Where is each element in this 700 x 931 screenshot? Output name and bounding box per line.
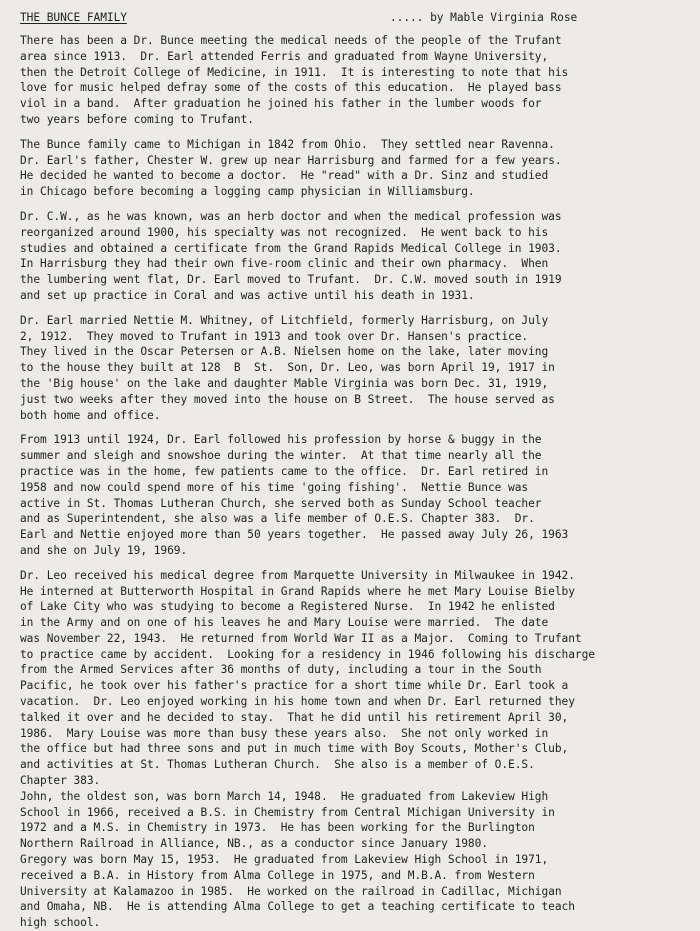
text-line: to practice came by accident. Looking for a residency in 1946 following his discharge	[20, 647, 595, 661]
text-line: practice was in the home, few patients came to the office. Dr. Earl retired in	[20, 464, 549, 478]
paragraph	[20, 313, 686, 424]
text-line: Dr. Earl's father, Chester W. grew up near Harrisburg and farmed for a few years.	[20, 153, 562, 167]
text-line: The Bunce family came to Michigan in 1842 from Ohio. They settled near Ravenna.	[20, 137, 555, 151]
document-byline: ..... by Mable Virginia Rose	[390, 11, 578, 24]
text-line: John, the oldest son, was born March 14, 1948. He graduated from Lakeview High	[20, 789, 549, 803]
text-line: talked it over and he decided to stay. That he did until his retirement April 30,	[20, 710, 569, 724]
paragraph	[20, 33, 686, 128]
paragraph	[20, 432, 686, 558]
text-line: and as Superintendent, she also was a life member of O.E.S. Chapter 383. Dr.	[20, 512, 535, 526]
text-line: Dr. C.W., as he was known, was an herb doctor and when the medical profession was	[20, 209, 562, 223]
text-line: two years before coming to Trufant.	[20, 112, 254, 126]
text-line: He decided he wanted to become a doctor. He "read" with a Dr. Sinz and studied	[20, 169, 549, 183]
text-line: Northern Railroad in Alliance, NB., as a conductor since January 1980.	[20, 837, 488, 851]
text-line: Earl and Nettie enjoyed more than 50 years together. He passed away July 26, 1963	[20, 528, 569, 542]
text-line: 2, 1912. They moved to Trufant in 1913 and took over Dr. Hansen's practice.	[20, 329, 529, 343]
text-line: From 1913 until 1924, Dr. Earl followed his profession by horse & buggy in the	[20, 433, 542, 447]
paragraph	[20, 789, 686, 852]
text-line: School in 1966, received a B.S. in Chemistry from Central Michigan University in	[20, 805, 555, 819]
text-line: the office but had three sons and put in much time with Boy Scouts, Mother's Club,	[20, 742, 569, 756]
text-line: in the Army and on one of his leaves he and Mary Louise were married. The date	[20, 616, 549, 630]
text-line: studies and obtained a certificate from the Grand Rapids Medical College in 1903.	[20, 241, 562, 255]
text-line: just two weeks after they moved into the house on B Street. The house served as	[20, 392, 555, 406]
text-line: area since 1913. Dr. Earl attended Ferris and graduated from Wayne University,	[20, 49, 549, 63]
text-line: active in St. Thomas Lutheran Church, she served both as Sunday School teacher	[20, 496, 542, 510]
text-line: high school.	[20, 916, 101, 930]
text-line: Dr. Earl married Nettie M. Whitney, of Litchfield, formerly Harrisburg, on July	[20, 313, 549, 327]
text-line: the 'Big house' on the lake and daughter Mable Virginia was born Dec. 31, 1919,	[20, 376, 549, 390]
text-line: received a B.A. in History from Alma College in 1975, and M.B.A. from Western	[20, 868, 535, 882]
text-line: was November 22, 1943. He returned from World War II as a Major. Coming to Trufant	[20, 631, 582, 645]
text-line: to the house they built at 128 B St. Son, Dr. Leo, was born April 19, 1917 in	[20, 361, 555, 375]
text-line: and Omaha, NB. He is attending Alma College to get a teaching certificate to teach	[20, 900, 575, 914]
text-line: 1972 and a M.S. in Chemistry in 1973. He has been working for the Burlington	[20, 821, 535, 835]
text-line: 1958 and now could spend more of his time 'going fishing'. Nettie Bunce was	[20, 480, 529, 494]
text-line: There has been a Dr. Bunce meeting the medical needs of the people of the Trufant	[20, 34, 562, 47]
text-line: in Chicago before becoming a logging camp physician in Williamsburg.	[20, 185, 475, 199]
text-line: 1986. Mary Louise was more than busy these years also. She not only worked in	[20, 726, 549, 740]
text-line: love for music helped defray some of the costs of this education. He played bass	[20, 81, 562, 95]
text-line: viol in a band. After graduation he joined his father in the lumber woods for	[20, 97, 542, 111]
text-line: and activities at St. Thomas Lutheran Church. She also is a member of O.E.S.	[20, 758, 535, 772]
text-line: and set up practice in Coral and was active until his death in 1931.	[20, 288, 475, 302]
paragraph	[20, 137, 686, 200]
text-line: University at Kalamazoo in 1985. He worked on the railroad in Cadillac, Michigan	[20, 884, 562, 898]
text-line: vacation. Dr. Leo enjoyed working in his home town and when Dr. Earl returned they	[20, 695, 575, 709]
text-line: He interned at Butterworth Hospital in Grand Rapids where he met Mary Louise Bielby	[20, 584, 575, 598]
text-line: Chapter 383.	[20, 774, 101, 788]
text-line: of Lake City who was studying to become a Registered Nurse. In 1942 he enlisted	[20, 600, 555, 614]
text-line: reorganized around 1900, his specialty was not recognized. He went back to his	[20, 225, 549, 239]
text-line: In Harrisburg they had their own five-room clinic and their own pharmacy. When	[20, 257, 549, 271]
document-header	[20, 10, 686, 27]
text-line: Pacific, he took over his father's practice for a short time while Dr. Earl took a	[20, 679, 569, 693]
text-line: Gregory was born May 15, 1953. He graduated from Lakeview High School in 1971,	[20, 853, 549, 867]
document-title: THE BUNCE FAMILY	[20, 11, 127, 24]
text-line: from the Armed Services after 36 months of duty, including a tour in the South	[20, 663, 542, 677]
paragraph	[20, 209, 686, 304]
text-line: Dr. Leo received his medical degree from Marquette University in Milwaukee in 1942.	[20, 568, 575, 582]
paragraph	[20, 568, 686, 789]
text-line: and she on July 19, 1969.	[20, 543, 188, 557]
paragraph	[20, 852, 686, 931]
text-line: They lived in the Oscar Petersen or A.B. Nielsen home on the lake, later moving	[20, 345, 549, 359]
text-line: then the Detroit College of Medicine, in 1911. It is interesting to note that his	[20, 65, 569, 79]
document-body	[20, 33, 686, 931]
text-line: the lumbering went flat, Dr. Earl moved to Trufant. Dr. C.W. moved south in 1919	[20, 273, 562, 287]
text-line: summer and sleigh and snowshoe during the winter. At that time nearly all the	[20, 449, 542, 463]
text-line: both home and office.	[20, 408, 161, 422]
